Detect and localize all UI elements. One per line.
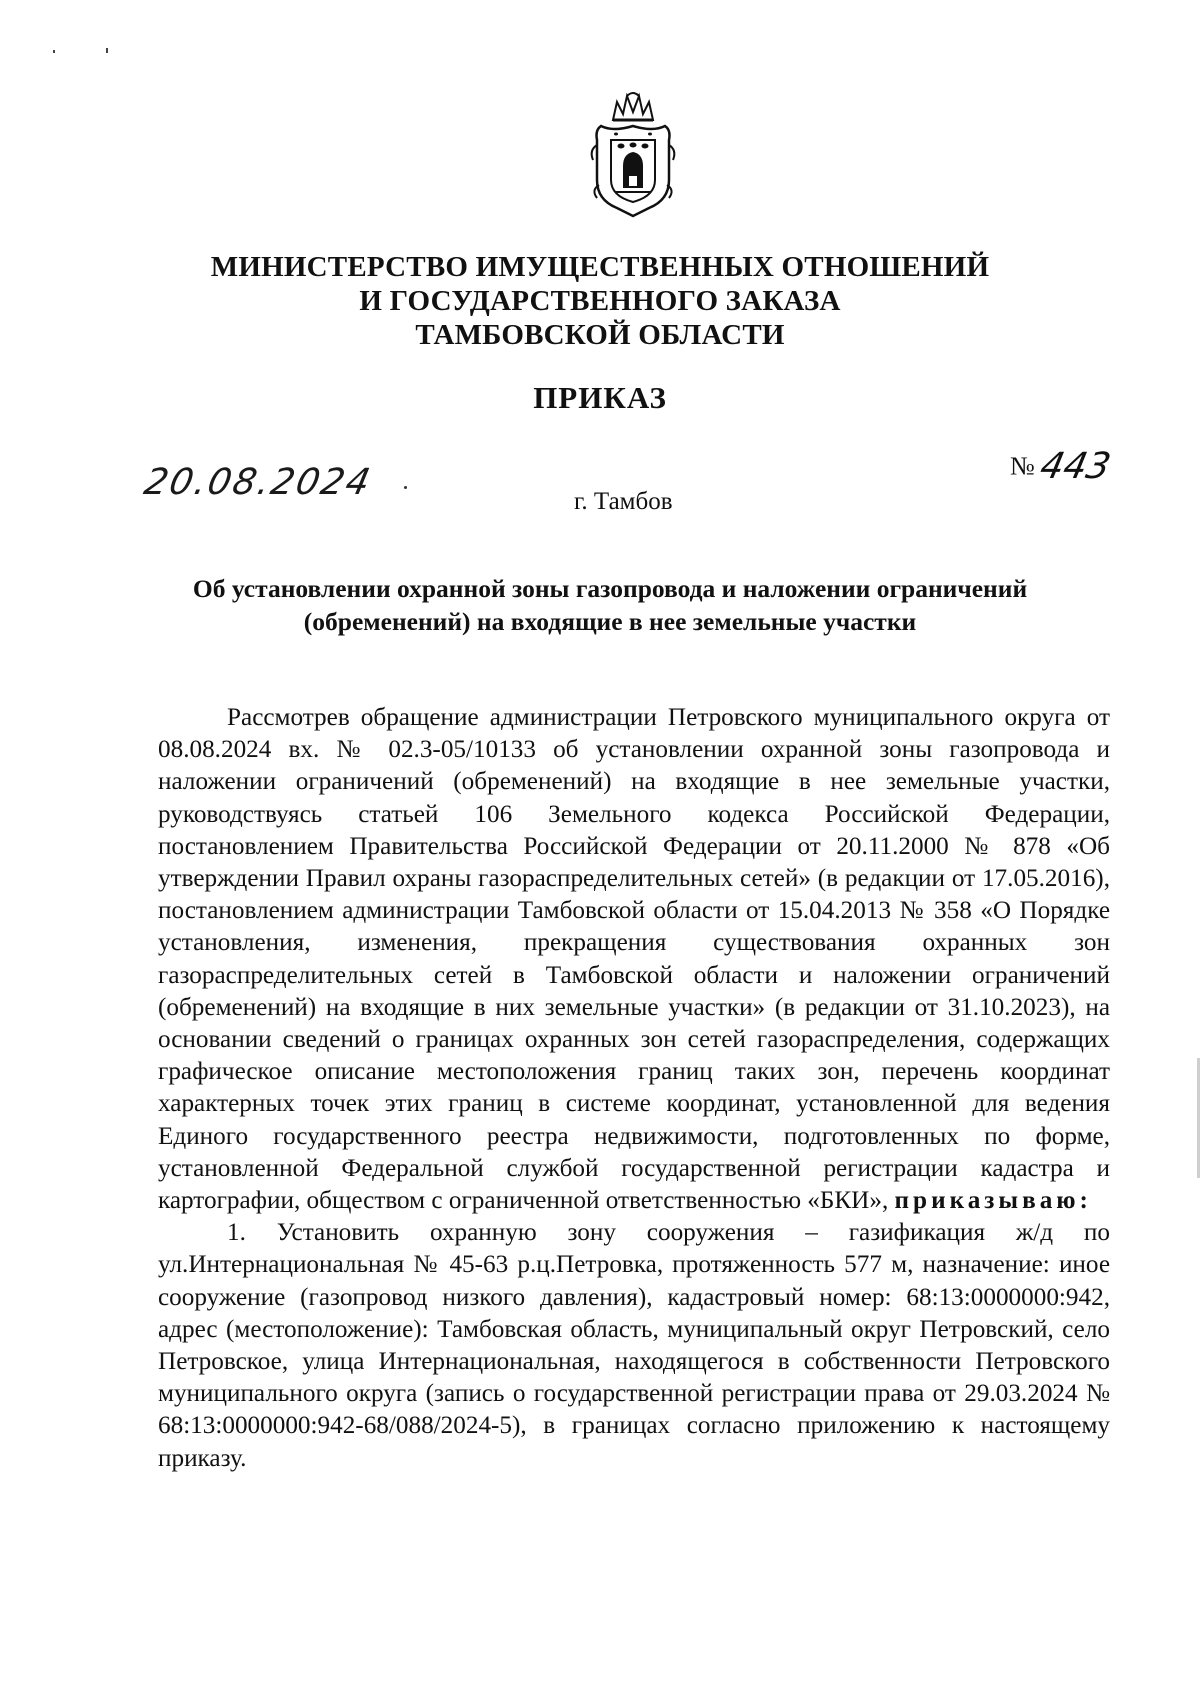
ink-mark — [404, 486, 407, 489]
ministry-line: ТАМБОВСКОЙ ОБЛАСТИ — [415, 319, 785, 351]
number-sign: № — [1010, 451, 1035, 481]
order-body — [158, 702, 1110, 1475]
item-1-paragraph: 1. Установить охранную зону сооружения – газификация ж/д по ул.Интернациональная № 45-63 р.ц.Петровка, протяженность 577 м, назначение: иное сооружение (газопровод низкого давления), кадастровый номер: 68:13:0000000:942, адрес (местоположение): Тамбовская область, муниципальный округ Петровский, село Петровское, улица Интернациональная, находящегося в собственности Петровского муниципального округа (запись о государственной регистрации права от 29.03.2024 № 68:13:0000000:942-68/088/2024-5), в границах согласно приложению к настоящему приказу. — [158, 1219, 1110, 1472]
city-label: г. Тамбов — [574, 488, 673, 515]
order-subject — [150, 572, 1070, 638]
tambov-region-coat-of-arms-icon — [583, 90, 683, 220]
ministry-line: И ГОСУДАРСТВЕННОГО ЗАКАЗА — [359, 285, 841, 317]
scan-artifact — [53, 50, 55, 53]
subject-line: (обременений) на входящие в нее земельные участки — [303, 607, 917, 636]
scan-artifact — [106, 48, 108, 53]
ministry-line: МИНИСТЕРСТВО ИМУЩЕСТВЕННЫХ ОТНОШЕНИЙ — [210, 251, 990, 283]
ministry-name — [150, 250, 1050, 352]
preamble-text: Рассмотрев обращение администрации Петровского муниципального округа от 08.08.2024 вх. № 02.3-05/10133 об установлении охранной зоны газопровода и наложении ограничений (обременений) на входящие в нее земельные участки, руководствуясь статьей 106 Земельного кодекса Российской Федерации, постановлением Правительства Российской Федерации от 20.11.2000 № 878 «Об утверждении Правил охраны газораспределительных сетей» (в редакции от 17.05.2016), постановлением администрации Тамбовской области от 15.04.2013 № 358 «О Порядке установления, изменения, прекращения существования охранных зон газораспределительных сетей в Тамбовской области и наложении ограничений (обременений) на входящие в них земельные участки» (в редакции от 31.10.2023), на основании сведений о границах охранных зон сетей газораспределения, содержащих графическое описание местоположения границ таких зон, перечень координат характерных точек этих границ в системе координат, установленной для ведения Единого государственного реестра недвижимости, подготовленных по форме, установленной Федеральной службой государственной регистрации кадастра и картографии, обществом с ограниченной ответственностью «БКИ», — [158, 704, 1110, 1215]
order-number — [1010, 446, 1114, 487]
handwritten-number: 443 — [1036, 446, 1114, 487]
subject-line: Об установлении охранной зоны газопровода и наложении ограничений — [192, 574, 1028, 603]
command-word: приказываю: — [894, 1187, 1092, 1215]
document-type: ПРИКАЗ — [533, 380, 667, 415]
preamble-paragraph — [158, 702, 1110, 1217]
handwritten-date: 20.08.2024 — [140, 462, 376, 503]
